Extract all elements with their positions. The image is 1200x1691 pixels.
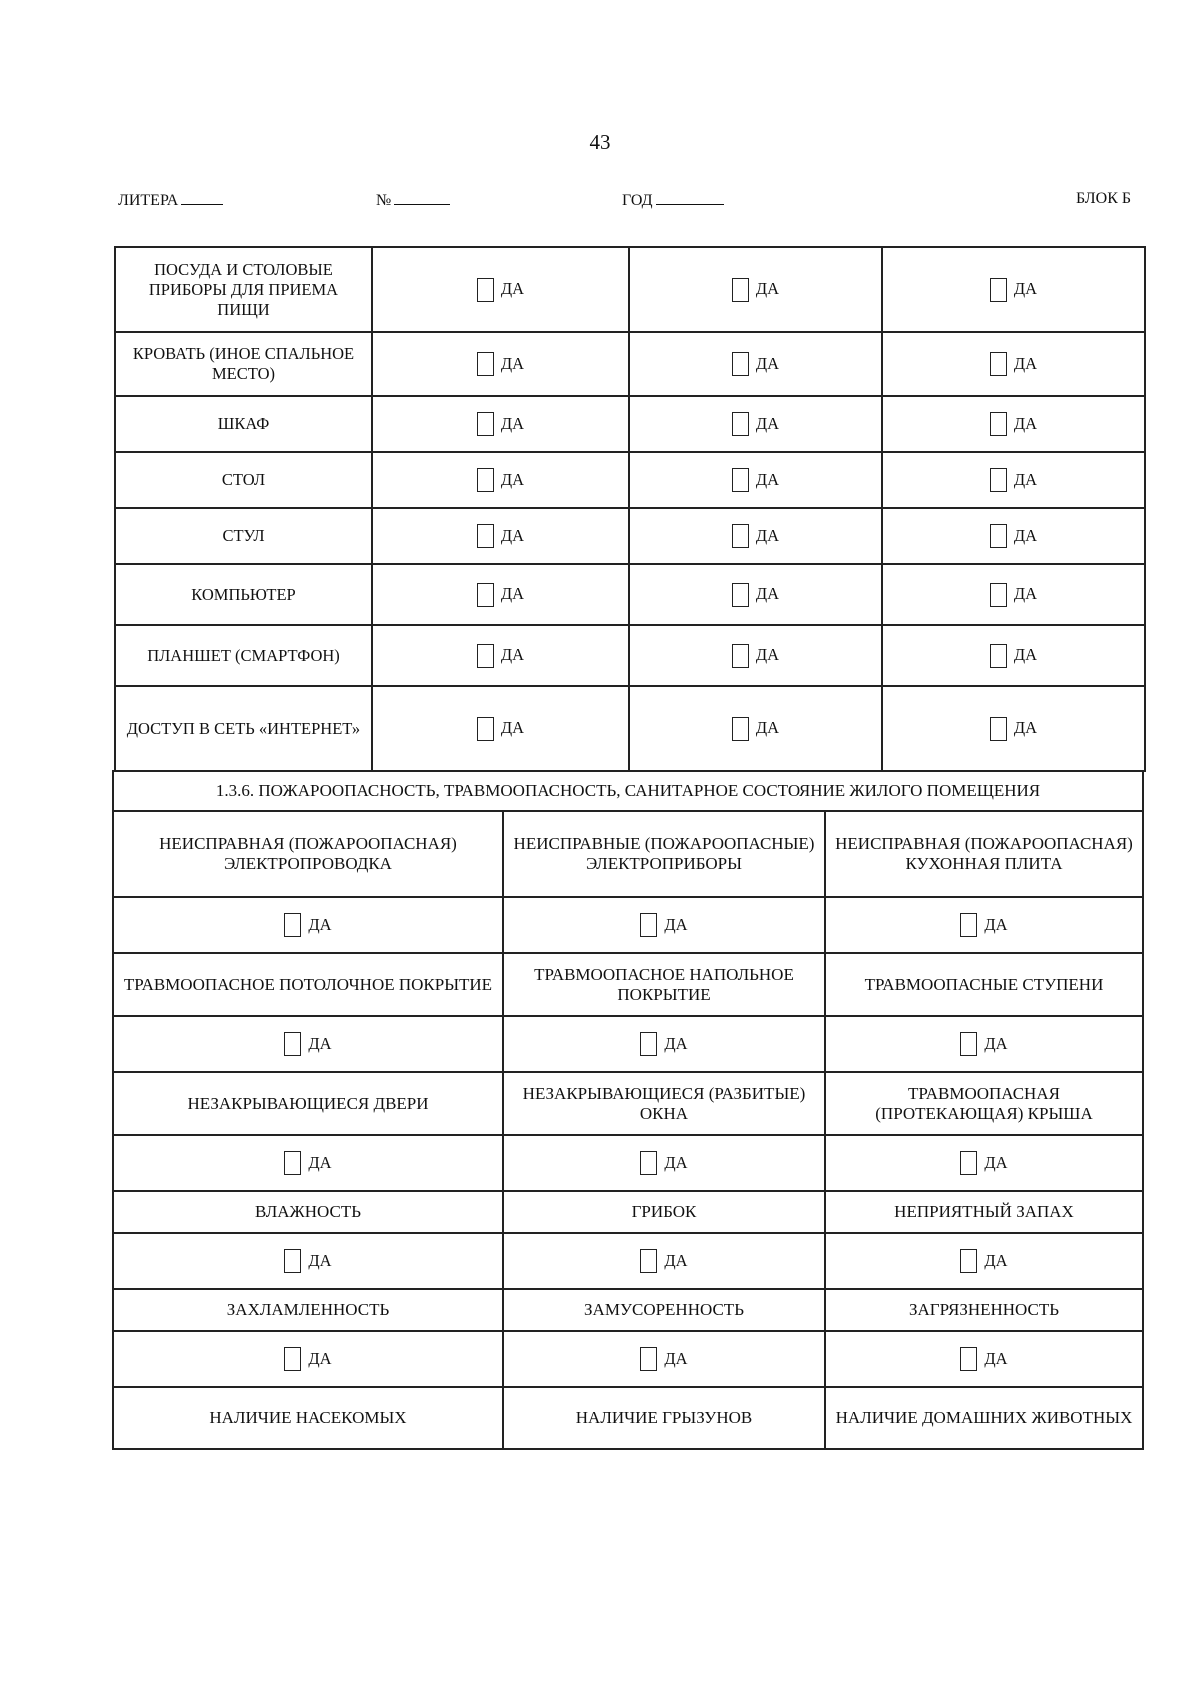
hazard-checkbox-cell bbox=[113, 1233, 503, 1289]
yes-checkbox[interactable] bbox=[960, 1033, 1007, 1052]
item-checkbox-cell bbox=[372, 247, 629, 332]
item-checkbox-cell bbox=[629, 686, 882, 771]
yes-checkbox[interactable] bbox=[732, 583, 779, 602]
item-label: КРОВАТЬ (ИНОЕ СПАЛЬНОЕ МЕСТО) bbox=[115, 332, 372, 396]
yes-checkbox[interactable] bbox=[990, 278, 1037, 297]
hazard-label: ТРАВМООПАСНЫЕ СТУПЕНИ bbox=[825, 953, 1143, 1016]
item-row bbox=[115, 508, 1145, 564]
number-field bbox=[376, 190, 450, 210]
checkbox-label: ДА bbox=[1013, 470, 1038, 489]
item-checkbox-cell bbox=[629, 508, 882, 564]
checkbox[interactable] bbox=[477, 412, 494, 436]
checkbox-label: ДА bbox=[500, 279, 525, 299]
checkbox-label: ДА bbox=[1013, 645, 1038, 665]
checkbox-label: ДА bbox=[984, 1034, 1008, 1053]
item-row bbox=[115, 396, 1145, 452]
item-checkbox-cell bbox=[882, 396, 1145, 452]
checkbox[interactable] bbox=[990, 717, 1007, 741]
checkbox[interactable] bbox=[732, 583, 749, 607]
hazard-checkbox-cell bbox=[503, 1016, 825, 1072]
yes-checkbox[interactable] bbox=[477, 278, 524, 297]
hazard-label: НЕИСПРАВНАЯ (ПОЖАРООПАСНАЯ) КУХОННАЯ ПЛИТА bbox=[825, 811, 1143, 897]
hazard-checkbox-cell bbox=[503, 1331, 825, 1387]
checkbox[interactable] bbox=[960, 1151, 977, 1175]
checkbox[interactable] bbox=[284, 913, 301, 937]
checkbox[interactable] bbox=[990, 412, 1007, 436]
checkbox-label: ДА bbox=[664, 1034, 688, 1053]
checkbox[interactable] bbox=[990, 644, 1007, 668]
hazard-label: ТРАВМООПАСНОЕ ПОТОЛОЧНОЕ ПОКРЫТИЕ bbox=[113, 953, 503, 1016]
hazard-checkbox-cell bbox=[503, 1135, 825, 1191]
yes-checkbox[interactable] bbox=[990, 644, 1037, 663]
block-label: БЛОК Б bbox=[1076, 190, 1132, 207]
checkbox[interactable] bbox=[640, 913, 657, 937]
hazard-label: НЕПРИЯТНЫЙ ЗАПАХ bbox=[825, 1191, 1143, 1233]
hazard-label-row bbox=[113, 1289, 1143, 1331]
item-row bbox=[115, 452, 1145, 508]
yes-checkbox[interactable] bbox=[990, 353, 1037, 372]
yes-checkbox[interactable] bbox=[284, 1033, 331, 1052]
yes-checkbox[interactable] bbox=[284, 914, 331, 933]
checkbox-label: ДА bbox=[755, 414, 780, 433]
checkbox-label: ДА bbox=[755, 470, 780, 489]
hazard-label: ВЛАЖНОСТЬ bbox=[113, 1191, 503, 1233]
yes-checkbox[interactable] bbox=[990, 583, 1037, 602]
checkbox-label: ДА bbox=[1013, 584, 1038, 604]
item-row bbox=[115, 686, 1145, 771]
litera-blank[interactable] bbox=[181, 190, 223, 205]
checkbox-label: ДА bbox=[500, 584, 525, 604]
checkbox[interactable] bbox=[960, 1347, 977, 1371]
item-checkbox-cell bbox=[372, 508, 629, 564]
item-label: ПЛАНШЕТ (СМАРТФОН) bbox=[115, 625, 372, 686]
hazard-label: ГРИБОК bbox=[503, 1191, 825, 1233]
hazard-label: НЕИСПРАВНЫЕ (ПОЖАРООПАСНЫЕ) ЭЛЕКТРОПРИБОРЫ bbox=[503, 811, 825, 897]
checkbox-label: ДА bbox=[984, 1349, 1008, 1368]
checkbox-label: ДА bbox=[500, 354, 525, 373]
yes-checkbox[interactable] bbox=[960, 1250, 1007, 1269]
yes-checkbox[interactable] bbox=[732, 353, 779, 372]
item-label: ШКАФ bbox=[115, 396, 372, 452]
section-row bbox=[113, 771, 1143, 811]
hazard-checkbox-cell bbox=[825, 1016, 1143, 1072]
checkbox-label: ДА bbox=[500, 526, 525, 545]
item-checkbox-cell bbox=[629, 452, 882, 508]
yes-checkbox[interactable] bbox=[990, 525, 1037, 544]
checkbox-label: ДА bbox=[500, 470, 525, 489]
item-label: СТОЛ bbox=[115, 452, 372, 508]
item-checkbox-cell bbox=[372, 686, 629, 771]
hazard-checkbox-cell bbox=[113, 1135, 503, 1191]
hazard-checkbox-cell bbox=[825, 1331, 1143, 1387]
checkbox-label: ДА bbox=[500, 414, 525, 433]
yes-checkbox[interactable] bbox=[732, 717, 779, 736]
hazard-label-row bbox=[113, 1191, 1143, 1233]
checkbox-label: ДА bbox=[755, 526, 780, 545]
yes-checkbox[interactable] bbox=[960, 1348, 1007, 1367]
yes-checkbox[interactable] bbox=[732, 525, 779, 544]
hazard-checkbox-cell bbox=[825, 1233, 1143, 1289]
checkbox-label: ДА bbox=[664, 1349, 688, 1368]
checkbox[interactable] bbox=[477, 717, 494, 741]
checkbox-label: ДА bbox=[664, 1251, 688, 1270]
item-label: СТУЛ bbox=[115, 508, 372, 564]
checkbox-label: ДА bbox=[984, 915, 1008, 934]
checkbox-label: ДА bbox=[984, 1251, 1008, 1270]
yes-checkbox[interactable] bbox=[990, 717, 1037, 736]
hazard-checkbox-cell bbox=[113, 1016, 503, 1072]
yes-checkbox[interactable] bbox=[990, 413, 1037, 432]
checkbox[interactable] bbox=[284, 1032, 301, 1056]
item-checkbox-cell bbox=[629, 332, 882, 396]
checkbox[interactable] bbox=[732, 717, 749, 741]
checkbox[interactable] bbox=[990, 583, 1007, 607]
item-checkbox-cell bbox=[629, 625, 882, 686]
hazard-label: ЗАМУСОРЕННОСТЬ bbox=[503, 1289, 825, 1331]
hazard-table bbox=[112, 770, 1144, 1450]
yes-checkbox[interactable] bbox=[477, 717, 524, 736]
item-label: ПОСУДА И СТОЛОВЫЕ ПРИБОРЫ ДЛЯ ПРИЕМА ПИЩИ bbox=[115, 247, 372, 332]
yes-checkbox[interactable] bbox=[732, 413, 779, 432]
item-row bbox=[115, 625, 1145, 686]
item-checkbox-cell bbox=[372, 332, 629, 396]
item-checkbox-cell bbox=[629, 396, 882, 452]
checkbox-label: ДА bbox=[1013, 526, 1038, 545]
checkbox[interactable] bbox=[960, 913, 977, 937]
hazard-label: НАЛИЧИЕ НАСЕКОМЫХ bbox=[113, 1387, 503, 1449]
item-checkbox-cell bbox=[882, 508, 1145, 564]
hazard-checkbox-row bbox=[113, 1233, 1143, 1289]
item-checkbox-cell bbox=[882, 564, 1145, 625]
hazard-checkbox-row bbox=[113, 1016, 1143, 1072]
checkbox-label: ДА bbox=[308, 1349, 332, 1368]
item-checkbox-cell bbox=[629, 564, 882, 625]
hazard-label-row bbox=[113, 1072, 1143, 1135]
hazard-checkbox-cell bbox=[825, 897, 1143, 953]
checkbox[interactable] bbox=[732, 468, 749, 492]
hazard-checkbox-cell bbox=[825, 1135, 1143, 1191]
yes-checkbox[interactable] bbox=[732, 278, 779, 297]
hazard-checkbox-cell bbox=[113, 1331, 503, 1387]
hazard-checkbox-cell bbox=[503, 897, 825, 953]
hazard-checkbox-row bbox=[113, 897, 1143, 953]
number-blank[interactable] bbox=[394, 190, 450, 205]
checkbox-label: ДА bbox=[308, 1251, 332, 1270]
yes-checkbox[interactable] bbox=[732, 644, 779, 663]
hazard-label: ТРАВМООПАСНОЕ НАПОЛЬНОЕ ПОКРЫТИЕ bbox=[503, 953, 825, 1016]
yes-checkbox[interactable] bbox=[477, 469, 524, 488]
checkbox[interactable] bbox=[990, 278, 1007, 302]
hazard-checkbox-row bbox=[113, 1331, 1143, 1387]
checkbox-label: ДА bbox=[755, 584, 780, 604]
items-table bbox=[114, 246, 1146, 772]
litera-field bbox=[118, 190, 223, 210]
yes-checkbox[interactable] bbox=[990, 469, 1037, 488]
checkbox[interactable] bbox=[640, 1347, 657, 1371]
checkbox[interactable] bbox=[640, 1032, 657, 1056]
yes-checkbox[interactable] bbox=[284, 1250, 331, 1269]
checkbox-label: ДА bbox=[1013, 279, 1038, 299]
hazard-label: ЗАХЛАМЛЕННОСТЬ bbox=[113, 1289, 503, 1331]
checkbox-label: ДА bbox=[1013, 718, 1038, 738]
item-checkbox-cell bbox=[372, 452, 629, 508]
litera-label: ЛИТЕРА bbox=[118, 192, 179, 209]
hazard-label: ЗАГРЯЗНЕННОСТЬ bbox=[825, 1289, 1143, 1331]
checkbox-label: ДА bbox=[755, 279, 780, 299]
number-label: № bbox=[376, 192, 392, 209]
checkbox[interactable] bbox=[732, 524, 749, 548]
year-blank[interactable] bbox=[656, 190, 724, 205]
yes-checkbox[interactable] bbox=[640, 1033, 687, 1052]
checkbox[interactable] bbox=[990, 352, 1007, 376]
checkbox[interactable] bbox=[732, 278, 749, 302]
item-checkbox-cell bbox=[882, 247, 1145, 332]
hazard-label-row bbox=[113, 811, 1143, 897]
yes-checkbox[interactable] bbox=[640, 1348, 687, 1367]
checkbox-label: ДА bbox=[664, 915, 688, 934]
checkbox[interactable] bbox=[960, 1249, 977, 1273]
item-row bbox=[115, 247, 1145, 332]
item-checkbox-cell bbox=[882, 686, 1145, 771]
year-label: ГОД bbox=[622, 192, 653, 209]
checkbox[interactable] bbox=[477, 644, 494, 668]
checkbox-label: ДА bbox=[664, 1153, 688, 1172]
hazard-checkbox-cell bbox=[113, 897, 503, 953]
checkbox-label: ДА bbox=[1013, 354, 1038, 373]
yes-checkbox[interactable] bbox=[477, 413, 524, 432]
yes-checkbox[interactable] bbox=[960, 914, 1007, 933]
item-row bbox=[115, 332, 1145, 396]
item-checkbox-cell bbox=[882, 332, 1145, 396]
yes-checkbox[interactable] bbox=[284, 1152, 331, 1171]
checkbox[interactable] bbox=[640, 1151, 657, 1175]
checkbox[interactable] bbox=[990, 468, 1007, 492]
hazard-label: ТРАВМООПАСНАЯ (ПРОТЕКАЮЩАЯ) КРЫША bbox=[825, 1072, 1143, 1135]
checkbox[interactable] bbox=[732, 412, 749, 436]
checkbox-label: ДА bbox=[755, 645, 780, 665]
checkbox-label: ДА bbox=[984, 1153, 1008, 1172]
checkbox[interactable] bbox=[284, 1347, 301, 1371]
item-label: КОМПЬЮТЕР bbox=[115, 564, 372, 625]
hazard-label: НАЛИЧИЕ ГРЫЗУНОВ bbox=[503, 1387, 825, 1449]
item-checkbox-cell bbox=[882, 625, 1145, 686]
hazard-label-row bbox=[113, 953, 1143, 1016]
hazard-checkbox-cell bbox=[503, 1233, 825, 1289]
yes-checkbox[interactable] bbox=[640, 1152, 687, 1171]
item-checkbox-cell bbox=[882, 452, 1145, 508]
checkbox[interactable] bbox=[732, 352, 749, 376]
checkbox-label: ДА bbox=[308, 915, 332, 934]
checkbox-label: ДА bbox=[1013, 414, 1038, 433]
page-number: 43 bbox=[589, 130, 611, 154]
checkbox[interactable] bbox=[284, 1151, 301, 1175]
section-title: 1.3.6. ПОЖАРООПАСНОСТЬ, ТРАВМООПАСНОСТЬ, САНИТАРНОЕ СОСТОЯНИЕ ЖИЛОГО ПОМЕЩЕНИЯ bbox=[113, 771, 1143, 811]
yes-checkbox[interactable] bbox=[477, 583, 524, 602]
checkbox[interactable] bbox=[732, 644, 749, 668]
hazard-label-row bbox=[113, 1387, 1143, 1449]
yes-checkbox[interactable] bbox=[477, 353, 524, 372]
yes-checkbox[interactable] bbox=[960, 1152, 1007, 1171]
yes-checkbox[interactable] bbox=[640, 1250, 687, 1269]
checkbox[interactable] bbox=[477, 352, 494, 376]
item-row bbox=[115, 564, 1145, 625]
yes-checkbox[interactable] bbox=[640, 914, 687, 933]
hazard-label: НАЛИЧИЕ ДОМАШНИХ ЖИВОТНЫХ bbox=[825, 1387, 1143, 1449]
item-checkbox-cell bbox=[629, 247, 882, 332]
checkbox[interactable] bbox=[477, 583, 494, 607]
checkbox-label: ДА bbox=[500, 718, 525, 738]
hazard-label: НЕЗАКРЫВАЮЩИЕСЯ ДВЕРИ bbox=[113, 1072, 503, 1135]
year-field bbox=[622, 190, 724, 210]
checkbox-label: ДА bbox=[755, 718, 780, 738]
item-checkbox-cell bbox=[372, 396, 629, 452]
item-checkbox-cell bbox=[372, 564, 629, 625]
checkbox[interactable] bbox=[477, 278, 494, 302]
checkbox[interactable] bbox=[990, 524, 1007, 548]
yes-checkbox[interactable] bbox=[284, 1348, 331, 1367]
checkbox[interactable] bbox=[477, 524, 494, 548]
checkbox[interactable] bbox=[284, 1249, 301, 1273]
checkbox[interactable] bbox=[640, 1249, 657, 1273]
hazard-label: НЕЗАКРЫВАЮЩИЕСЯ (РАЗБИТЫЕ) ОКНА bbox=[503, 1072, 825, 1135]
checkbox[interactable] bbox=[477, 468, 494, 492]
yes-checkbox[interactable] bbox=[477, 644, 524, 663]
checkbox-label: ДА bbox=[308, 1034, 332, 1053]
checkbox[interactable] bbox=[960, 1032, 977, 1056]
yes-checkbox[interactable] bbox=[477, 525, 524, 544]
checkbox-label: ДА bbox=[308, 1153, 332, 1172]
hazard-label: НЕИСПРАВНАЯ (ПОЖАРООПАСНАЯ) ЭЛЕКТРОПРОВОДКА bbox=[113, 811, 503, 897]
checkbox-label: ДА bbox=[755, 354, 780, 373]
item-label: ДОСТУП В СЕТЬ «ИНТЕРНЕТ» bbox=[115, 686, 372, 771]
yes-checkbox[interactable] bbox=[732, 469, 779, 488]
checkbox-label: ДА bbox=[500, 645, 525, 665]
hazard-checkbox-row bbox=[113, 1135, 1143, 1191]
item-checkbox-cell bbox=[372, 625, 629, 686]
